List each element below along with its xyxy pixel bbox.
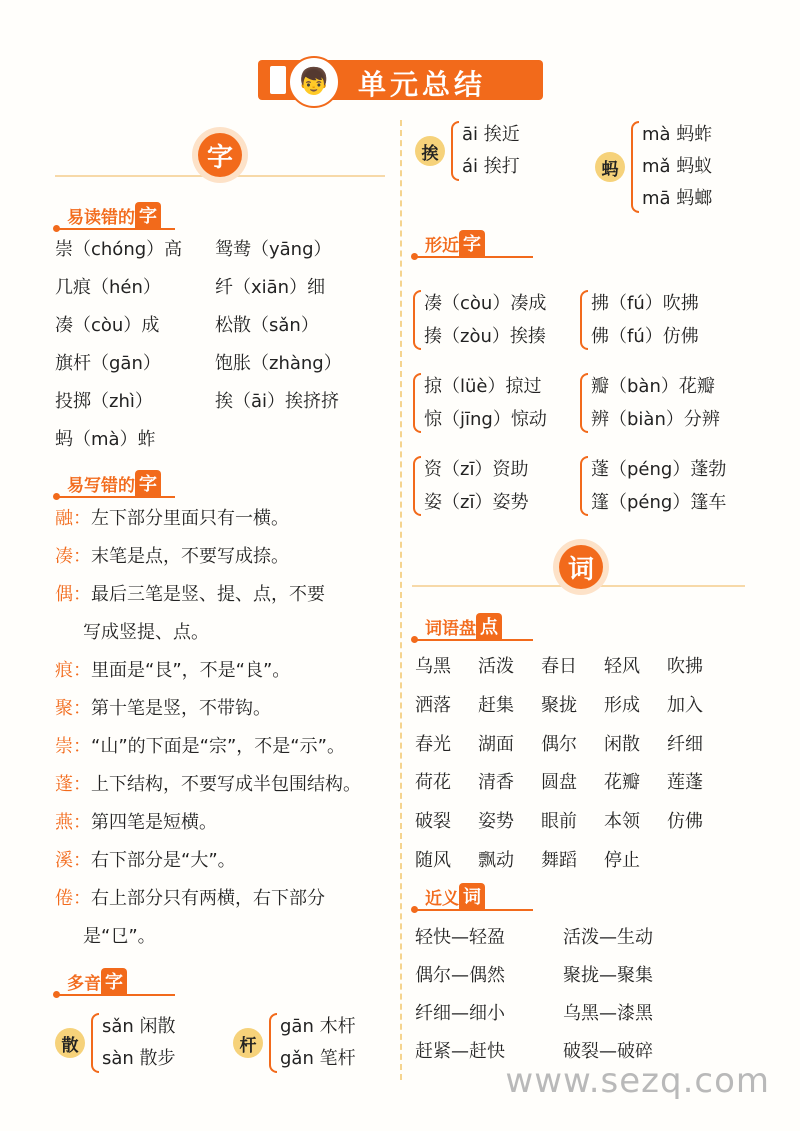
section-words <box>413 613 502 639</box>
note-text: 上下结构，不要写成半包围结构。 <box>91 774 361 795</box>
brace <box>413 456 421 516</box>
word-reading: 旗杆（gān） <box>55 353 161 374</box>
char-badge: 挨 <box>415 136 445 166</box>
zi-heading: 字 <box>198 133 242 177</box>
list-row <box>55 231 395 269</box>
reading: mà 蚂蚱 <box>642 124 713 145</box>
similar-pair <box>580 370 720 436</box>
column-divider <box>400 120 402 1080</box>
section-badge: 点 <box>476 613 502 639</box>
brace <box>91 1013 99 1073</box>
target-char: 偶： <box>55 584 91 605</box>
word: 春光 <box>415 733 451 755</box>
note-text: “山”的下面是“宗”，不是“示”。 <box>91 736 345 757</box>
synonym-pair: 破裂—破碎 <box>563 1041 653 1062</box>
readings <box>102 1011 176 1075</box>
word: 湖面 <box>478 733 514 755</box>
list-row <box>55 918 395 956</box>
word: 花瓣 <box>604 772 640 794</box>
pair-item: 瓣（bàn）花瓣 <box>591 376 715 397</box>
word-reading: 纤（xiān）细 <box>215 277 326 298</box>
word: 加入 <box>667 694 703 716</box>
pair-items <box>424 370 547 436</box>
list-row <box>55 880 395 918</box>
reading: sàn 散步 <box>102 1048 176 1069</box>
brace <box>580 290 588 350</box>
char-badge: 散 <box>55 1028 85 1058</box>
synonym-pair: 活泼—生动 <box>563 927 653 948</box>
similar-pair <box>413 370 547 436</box>
word-row <box>415 764 730 803</box>
ci-heading: 词 <box>559 545 603 589</box>
synonym-row <box>415 919 711 957</box>
brace <box>580 456 588 516</box>
brace <box>413 373 421 433</box>
target-char: 融： <box>55 508 91 529</box>
word: 圆盘 <box>541 772 577 794</box>
section-label: 近义 <box>425 889 459 909</box>
list-row <box>55 500 395 538</box>
section-polyphone <box>55 968 127 994</box>
word: 仿佛 <box>667 811 703 833</box>
word: 吹拂 <box>667 656 703 677</box>
brace <box>631 121 639 213</box>
list-row <box>55 421 395 459</box>
pair-item: 掠（lüè）掠过 <box>424 376 542 397</box>
word: 飘动 <box>478 849 514 871</box>
list-row <box>55 307 395 345</box>
target-char: 倦： <box>55 888 91 909</box>
pair-item: 惊（jīng）惊动 <box>424 409 547 430</box>
pair-item: 凑（còu）凑成 <box>424 293 547 314</box>
similar-pair <box>413 287 546 353</box>
word: 赶集 <box>478 694 514 716</box>
reading: mā 蚂螂 <box>642 188 713 209</box>
target-char: 凑： <box>55 546 91 567</box>
synonym-pair: 聚拢—聚集 <box>563 965 653 986</box>
word: 姿势 <box>478 811 514 833</box>
similar-pair <box>580 453 726 519</box>
char-badge: 杆 <box>233 1028 263 1058</box>
brace <box>413 290 421 350</box>
pair-items <box>591 370 720 436</box>
note-text: 右上部分只有两横，右下部分 <box>91 888 325 909</box>
synonym-row <box>415 995 711 1033</box>
section-badge: 字 <box>459 230 485 256</box>
brace <box>451 121 459 181</box>
word: 清香 <box>478 772 514 794</box>
reading: āi 挨近 <box>462 124 520 145</box>
similar-pair <box>580 287 699 353</box>
readings <box>280 1011 356 1075</box>
readings <box>642 119 712 215</box>
list-row <box>55 728 395 766</box>
list-row <box>55 383 395 421</box>
target-char: 聚： <box>55 698 91 719</box>
note-text: 最后三笔是竖、提、点，不要 <box>91 584 325 605</box>
section-label: 多音 <box>67 974 101 994</box>
list-row <box>55 269 395 307</box>
word: 偶尔 <box>541 733 577 755</box>
reading: mǎ 蚂蚁 <box>642 156 713 177</box>
target-char: 燕： <box>55 812 91 833</box>
word: 春日 <box>541 656 577 677</box>
note-text: 末笔是点，不要写成捺。 <box>91 546 289 567</box>
word-reading: 挨（āi）挨挤挤 <box>215 391 340 412</box>
word-row <box>415 687 730 726</box>
reading: gān 木杆 <box>280 1016 356 1037</box>
synonym-list <box>415 919 711 1071</box>
word: 荷花 <box>415 772 451 794</box>
section-label: 词语盘 <box>425 619 476 639</box>
word-reading: 崇（chóng）高 <box>55 239 183 260</box>
word: 舞蹈 <box>541 849 577 871</box>
word: 纤细 <box>667 733 703 755</box>
word-table <box>415 648 730 881</box>
synonym-pair: 纤细—细小 <box>415 1003 505 1024</box>
word-reading: 投掷（zhì） <box>55 391 153 412</box>
list-row <box>55 345 395 383</box>
section-easy-read <box>55 202 161 228</box>
easy-read-list <box>55 231 395 459</box>
word <box>667 842 730 881</box>
pair-items <box>424 287 546 353</box>
section-badge: 字 <box>135 202 161 228</box>
target-char: 蓬： <box>55 774 91 795</box>
pair-item: 蓬（péng）蓬勃 <box>591 459 727 480</box>
char-badge: 蚂 <box>595 152 625 182</box>
synonym-row <box>415 957 711 995</box>
note-text: 第十笔是竖，不带钩。 <box>91 698 271 719</box>
pair-item: 拂（fú）吹拂 <box>591 293 699 314</box>
polyphone-group <box>595 119 712 215</box>
word-row <box>415 842 730 881</box>
word: 闲散 <box>604 733 640 755</box>
note-text: 是“㔾”。 <box>83 926 156 947</box>
word: 破裂 <box>415 811 451 833</box>
note-text: 左下部分里面只有一横。 <box>91 508 289 529</box>
brace <box>580 373 588 433</box>
pair-items <box>591 287 699 353</box>
word-reading: 蚂（mà）蚱 <box>55 429 156 450</box>
similar-pair <box>413 453 528 519</box>
list-row <box>55 842 395 880</box>
readings <box>462 119 520 183</box>
word: 轻风 <box>604 656 640 677</box>
target-char: 溪： <box>55 850 91 871</box>
pair-item: 篷（péng）篷车 <box>591 492 727 513</box>
easy-write-list <box>55 500 395 956</box>
list-row <box>55 538 395 576</box>
word: 本领 <box>604 811 640 833</box>
word-reading: 凑（còu）成 <box>55 315 160 336</box>
pair-item: 揍（zòu）挨揍 <box>424 326 546 347</box>
pair-items <box>591 453 726 519</box>
word-reading: 松散（sǎn） <box>215 315 319 336</box>
title-banner <box>258 60 543 100</box>
section-easy-write <box>55 470 161 496</box>
pair-item: 辨（biàn）分辨 <box>591 409 720 430</box>
watermark: www.sezq.com <box>505 1061 770 1101</box>
section-label: 形近 <box>425 236 459 256</box>
section-synonyms <box>413 883 485 909</box>
note-text: 写成竖提、点。 <box>83 622 209 643</box>
synonym-pair: 偶尔—偶然 <box>415 965 505 986</box>
target-char: 崇： <box>55 736 91 757</box>
banner-decoration <box>270 66 286 94</box>
section-label: 易写错的 <box>67 476 135 496</box>
word: 莲蓬 <box>667 772 703 794</box>
section-badge: 词 <box>459 883 485 909</box>
word: 停止 <box>604 849 640 871</box>
brace <box>269 1013 277 1073</box>
pair-item: 佛（fú）仿佛 <box>591 326 699 347</box>
target-char: 痕： <box>55 660 91 681</box>
word-reading: 鸳鸯（yāng） <box>215 239 332 260</box>
word: 活泼 <box>478 656 514 677</box>
list-row <box>55 766 395 804</box>
polyphone-group <box>233 1011 356 1075</box>
synonym-pair: 乌黑—漆黑 <box>563 1003 653 1024</box>
reading-boy-icon: 👦 <box>288 56 340 108</box>
polyphone-group <box>415 119 520 183</box>
note-text: 右下部分是“大”。 <box>91 850 236 871</box>
word: 乌黑 <box>415 656 451 677</box>
pair-item: 姿（zī）姿势 <box>424 492 529 513</box>
note-text: 第四笔是短横。 <box>91 812 217 833</box>
section-badge: 字 <box>101 968 127 994</box>
section-label: 易读错的 <box>67 208 135 228</box>
word: 形成 <box>604 694 640 716</box>
word-row <box>415 803 730 842</box>
pair-item: 资（zī）资助 <box>424 459 529 480</box>
polyphone-group <box>55 1011 176 1075</box>
word-row <box>415 726 730 765</box>
note-text: 里面是“艮”，不是“良”。 <box>91 660 291 681</box>
reading: ái 挨打 <box>462 156 520 177</box>
synonym-pair: 赶紧—赶快 <box>415 1041 505 1062</box>
section-similar <box>413 230 485 256</box>
word-row <box>415 648 730 687</box>
list-row <box>55 576 395 614</box>
reading: gǎn 笔杆 <box>280 1048 356 1069</box>
word-reading: 几痕（hén） <box>55 277 161 298</box>
section-badge: 字 <box>135 470 161 496</box>
list-row <box>55 614 395 652</box>
synonym-pair: 轻快—轻盈 <box>415 927 505 948</box>
reading: sǎn 闲散 <box>102 1016 176 1037</box>
word: 随风 <box>415 849 451 871</box>
list-row <box>55 804 395 842</box>
list-row <box>55 652 395 690</box>
word-reading: 饱胀（zhàng） <box>215 353 342 374</box>
page-title: 单元总结 <box>358 68 487 101</box>
list-row <box>55 690 395 728</box>
pair-items <box>424 453 528 519</box>
word: 眼前 <box>541 811 577 833</box>
word: 聚拢 <box>541 694 577 716</box>
word: 洒落 <box>415 694 451 716</box>
